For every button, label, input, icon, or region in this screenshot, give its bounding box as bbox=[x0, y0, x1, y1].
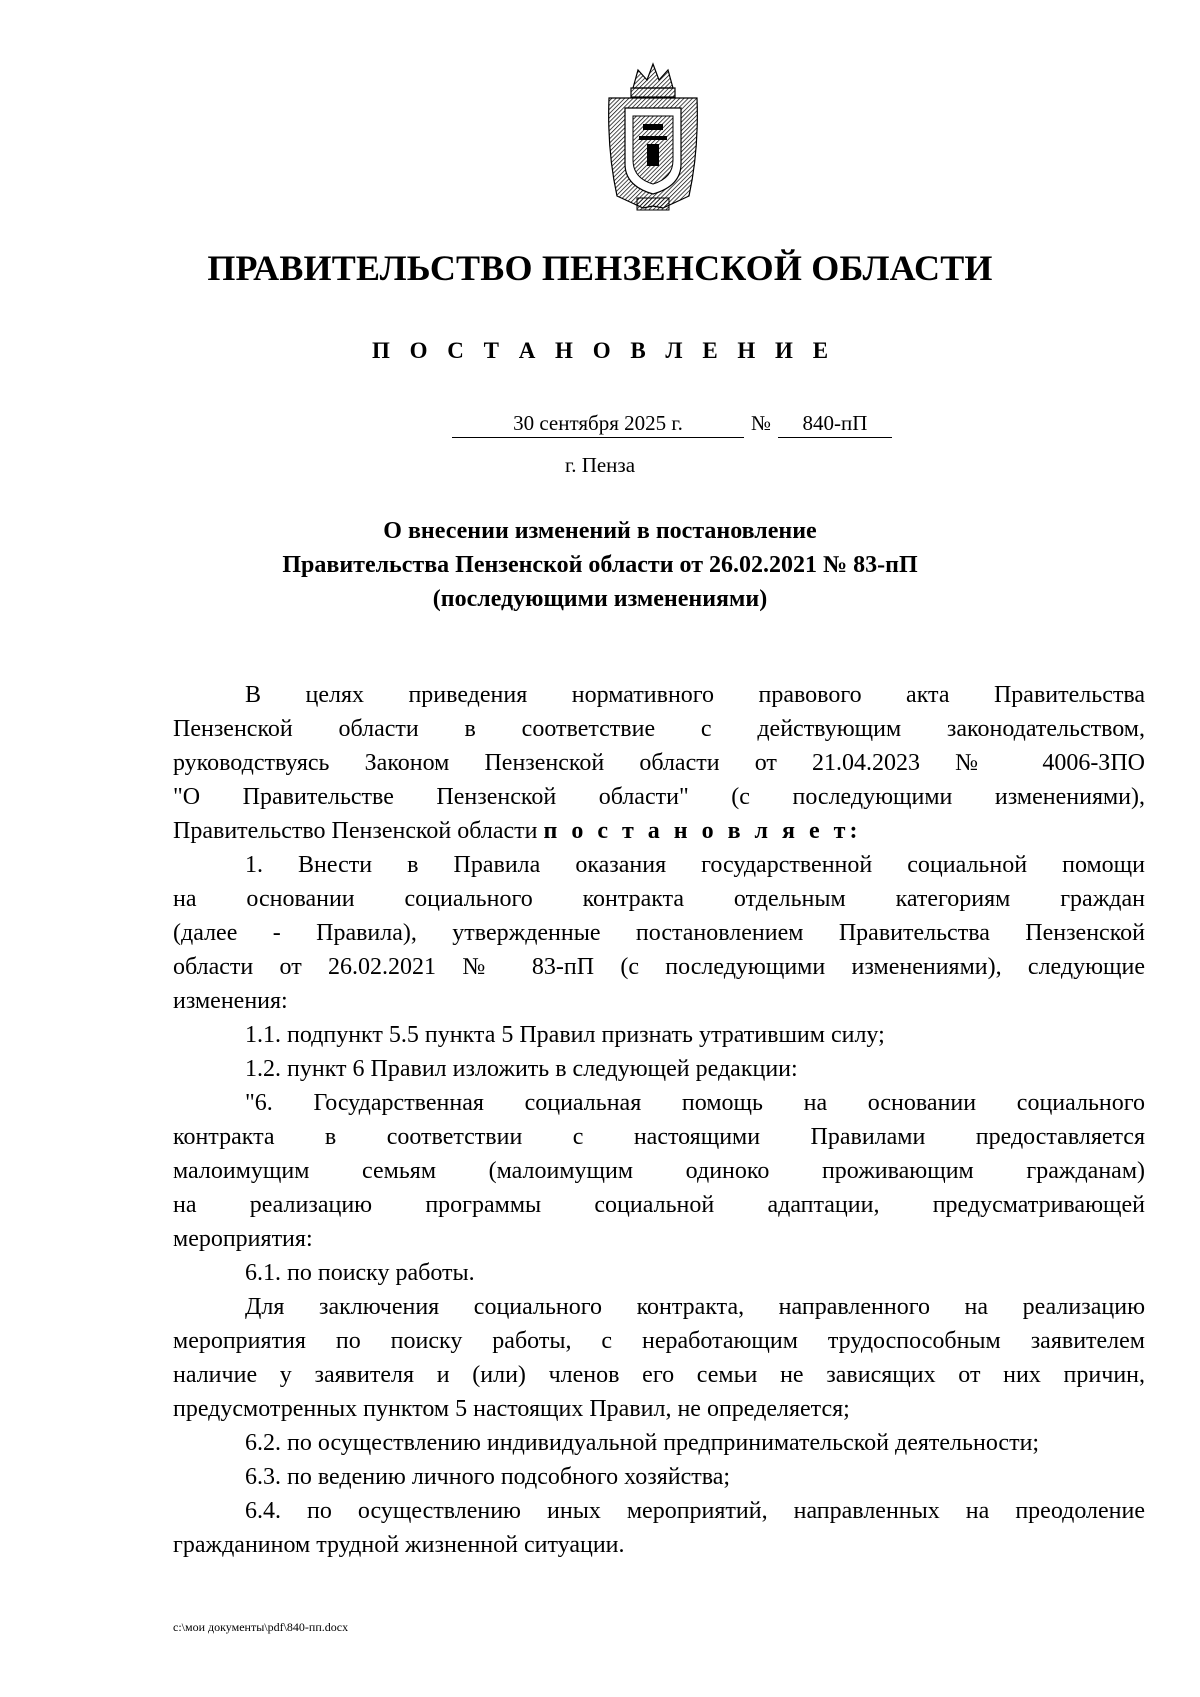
body-line: "О Правительстве Пензенской области" (с последующими изменениями), bbox=[173, 784, 1145, 810]
body-line: мероприятия по поиску работы, с неработающим трудоспособным заявителем bbox=[173, 1328, 1145, 1354]
body-line: 6.4. по осуществлению иных мероприятий, направленных на преодоление bbox=[245, 1498, 1145, 1524]
body-line: Для заключения социального контракта, направленного на реализацию bbox=[245, 1294, 1145, 1320]
body-line: наличие у заявителя и (или) членов его семьи не зависящих от них причин, bbox=[173, 1362, 1145, 1388]
decree-word: п о с т а н о в л я е т: bbox=[543, 818, 862, 844]
file-path-footer: c:\мои документы\pdf\840-пп.docx bbox=[173, 1620, 349, 1634]
title-line: (последующими изменениями) bbox=[432, 586, 768, 612]
body-line: "6. Государственная социальная помощь на основании социального bbox=[245, 1090, 1145, 1116]
body-line: 6.3. по ведению личного подсобного хозяйства; bbox=[245, 1464, 731, 1490]
body-line: Пензенской области в соответствие с действующим законодательством, bbox=[173, 716, 1145, 742]
coat-of-arms-icon bbox=[603, 60, 703, 212]
body-line bbox=[173, 814, 1145, 848]
organization-name: ПРАВИТЕЛЬСТВО ПЕНЗЕНСКОЙ ОБЛАСТИ bbox=[207, 248, 993, 288]
body-line: 1. Внести в Правила оказания государственной социальной помощи bbox=[245, 852, 1145, 878]
body-line: 6.2. по осуществлению индивидуальной предпринимательской деятельности; bbox=[245, 1430, 1040, 1456]
body-line: изменения: bbox=[173, 988, 288, 1014]
body-line: на основании социального контракта отдельным категориям граждан bbox=[173, 886, 1145, 912]
document-title bbox=[0, 514, 1200, 616]
title-line: Правительства Пензенской области от 26.02.2021 № 83-пП bbox=[282, 552, 918, 578]
document-number: 840-пП bbox=[778, 409, 892, 438]
body-line: (далее - Правила), утвержденные постановлением Правительства Пензенской bbox=[173, 920, 1145, 946]
body-line: на реализацию программы социальной адаптации, предусматривающей bbox=[173, 1192, 1145, 1218]
body-line: мероприятия: bbox=[173, 1226, 313, 1252]
body-line: контракта в соответствии с настоящими Правилами предоставляется bbox=[173, 1124, 1145, 1150]
number-sign: № bbox=[750, 411, 772, 435]
body-line: В целях приведения нормативного правового акта Правительства bbox=[245, 682, 1145, 708]
document-type: П О С Т А Н О В Л Е Н И Е bbox=[371, 338, 836, 363]
body-line: 1.1. подпункт 5.5 пункта 5 Правил признать утратившим силу; bbox=[245, 1022, 885, 1048]
body-line: области от 26.02.2021 № 83-пП (с последующими изменениями), следующие bbox=[173, 954, 1145, 980]
city: г. Пенза bbox=[564, 453, 636, 477]
body-line: предусмотренных пунктом 5 настоящих Правил, не определяется; bbox=[173, 1396, 850, 1422]
body-line: малоимущим семьям (малоимущим одиноко проживающим гражданам) bbox=[173, 1158, 1145, 1184]
body-line: гражданином трудной жизненной ситуации. bbox=[173, 1532, 625, 1558]
document-date: 30 сентября 2025 г. bbox=[452, 409, 744, 438]
document-body bbox=[173, 678, 1145, 1562]
body-text: Правительство Пензенской области bbox=[173, 818, 544, 844]
body-line: 6.1. по поиску работы. bbox=[245, 1260, 475, 1286]
body-line: руководствуясь Законом Пензенской области от 21.04.2023 № 4006-ЗПО bbox=[173, 750, 1145, 776]
title-line: О внесении изменений в постановление bbox=[383, 518, 817, 544]
body-line: 1.2. пункт 6 Правил изложить в следующей редакции: bbox=[245, 1056, 798, 1082]
